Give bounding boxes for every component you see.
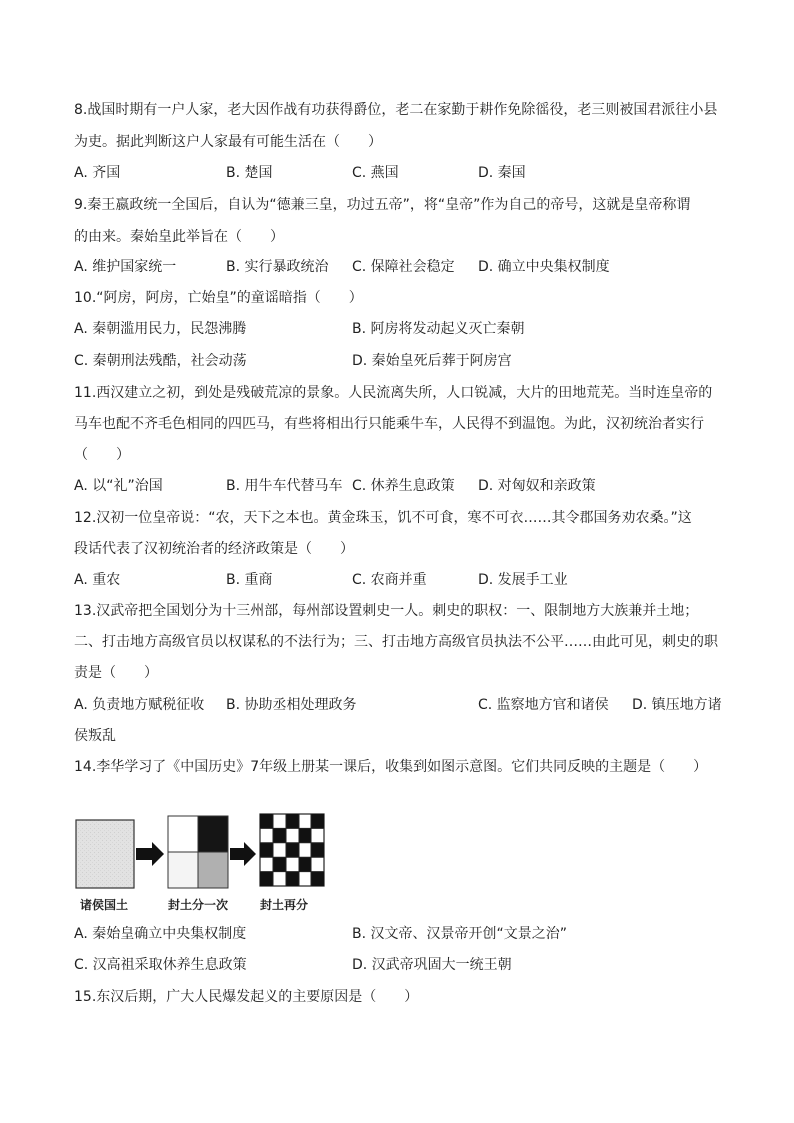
question-14-option-c: C. 汉高祖采取休养生息政策 bbox=[74, 957, 247, 973]
question-9-option-a: A. 维护国家统一 bbox=[74, 259, 177, 275]
question-12-option-b: B. 重商 bbox=[226, 572, 273, 588]
diagram-label-divided-again: 封土再分 bbox=[260, 898, 309, 912]
fief-division-diagram bbox=[74, 812, 334, 912]
question-8-option-b: B. 楚国 bbox=[226, 165, 273, 181]
question-11-option-d: D. 对匈奴和亲政策 bbox=[478, 478, 596, 494]
question-12-option-d: D. 发展手工业 bbox=[478, 572, 568, 588]
question-13-option-b: B. 协助丞相处理政务 bbox=[226, 697, 357, 713]
question-9-line-2: 的由来。秦始皇此举旨在（ ） bbox=[74, 229, 284, 245]
question-11-line-1: 11.西汉建立之初，到处是残破荒凉的景象。人民流离失所，人口锐减，大片的田地荒芜。当时连皇帝的 bbox=[74, 385, 713, 401]
question-13-option-c: C. 监察地方官和诸侯 bbox=[478, 697, 609, 713]
question-10-option-d: D. 秦始皇死后葬于阿房宫 bbox=[352, 353, 512, 369]
question-8-option-a: A. 齐国 bbox=[74, 165, 121, 181]
question-14-option-d: D. 汉武帝巩固大一统王朝 bbox=[352, 957, 512, 973]
question-15-line-1: 15.东汉后期，广大人民爆发起义的主要原因是（ ） bbox=[74, 989, 419, 1005]
question-13-option-d-continued: 侯叛乱 bbox=[74, 728, 116, 744]
question-11-option-b: B. 用牛车代替马车 bbox=[226, 478, 343, 494]
question-8-line-1: 8.战国时期有一户人家，老大因作战有功获得爵位，老二在家勤于耕作免除徭役，老三则被国君派往小县 bbox=[74, 102, 718, 118]
question-14-line-1: 14.李华学习了《中国历史》7年级上册某一课后，收集到如图示意图。它们共同反映的主题是（ ） bbox=[74, 759, 708, 775]
question-11-option-c: C. 休养生息政策 bbox=[352, 478, 455, 494]
question-9-line-1: 9.秦王嬴政统一全国后，自认为“德兼三皇，功过五帝”，将“皇帝”作为自己的帝号，这就是皇帝称谓 bbox=[74, 197, 691, 213]
question-8-line-2: 为吏。据此判断这户人家最有可能生活在（ ） bbox=[74, 134, 382, 150]
question-13-line-3: 责是（ ） bbox=[74, 665, 158, 681]
divided-once-block bbox=[168, 816, 228, 888]
question-12-line-1: 12.汉初一位皇帝说：“农，天下之本也。黄金珠玉，饥不可食，寒不可衣……其令郡国务劝农桑。”这 bbox=[74, 510, 692, 526]
arrow-right-icon bbox=[230, 842, 256, 866]
question-10-option-a: A. 秦朝滥用民力，民怨沸腾 bbox=[74, 321, 247, 337]
question-11-line-3: （ ） bbox=[74, 447, 130, 463]
question-13-line-1: 13.汉武帝把全国划分为十三州部，每州部设置刺史一人。刺史的职权：一、限制地方大族兼并土地； bbox=[74, 603, 699, 619]
question-12-line-2: 段话代表了汉初统治者的经济政策是（ ） bbox=[74, 541, 354, 557]
question-8-option-d: D. 秦国 bbox=[478, 165, 526, 181]
question-9-option-b: B. 实行暴政统治 bbox=[226, 259, 329, 275]
question-10-option-c: C. 秦朝刑法残酷，社会动荡 bbox=[74, 353, 247, 369]
question-12-option-a: A. 重农 bbox=[74, 572, 121, 588]
question-9-option-d: D. 确立中央集权制度 bbox=[478, 259, 610, 275]
question-10-option-b: B. 阿房将发动起义灭亡秦朝 bbox=[352, 321, 525, 337]
question-13-option-d: D. 镇压地方诸 bbox=[632, 697, 722, 713]
whole-fief-block bbox=[76, 820, 134, 888]
question-11-line-2: 马车也配不齐毛色相同的四匹马，有些将相出行只能乘牛车，人民得不到温饱。为此，汉初统治者实行 bbox=[74, 416, 704, 432]
question-12-option-c: C. 农商并重 bbox=[352, 572, 427, 588]
arrow-right-icon bbox=[136, 842, 164, 866]
divided-again-block bbox=[260, 814, 324, 886]
question-13-line-2: 二、打击地方高级官员以权谋私的不法行为；三、打击地方高级官员执法不公平……由此可见，刺史的职 bbox=[74, 634, 718, 650]
diagram-label-fief: 诸侯国土 bbox=[80, 898, 129, 912]
question-14-option-a: A. 秦始皇确立中央集权制度 bbox=[74, 926, 247, 942]
question-14-option-b: B. 汉文帝、汉景帝开创“文景之治” bbox=[352, 926, 568, 942]
question-10-line-1: 10.“阿房，阿房，亡始皇”的童谣暗指（ ） bbox=[74, 290, 363, 306]
question-13-option-a: A. 负责地方赋税征收 bbox=[74, 697, 205, 713]
question-8-option-c: C. 燕国 bbox=[352, 165, 399, 181]
question-11-option-a: A. 以“礼”治国 bbox=[74, 478, 163, 494]
diagram-label-divided-once: 封土分一次 bbox=[168, 898, 229, 912]
question-9-option-c: C. 保障社会稳定 bbox=[352, 259, 455, 275]
